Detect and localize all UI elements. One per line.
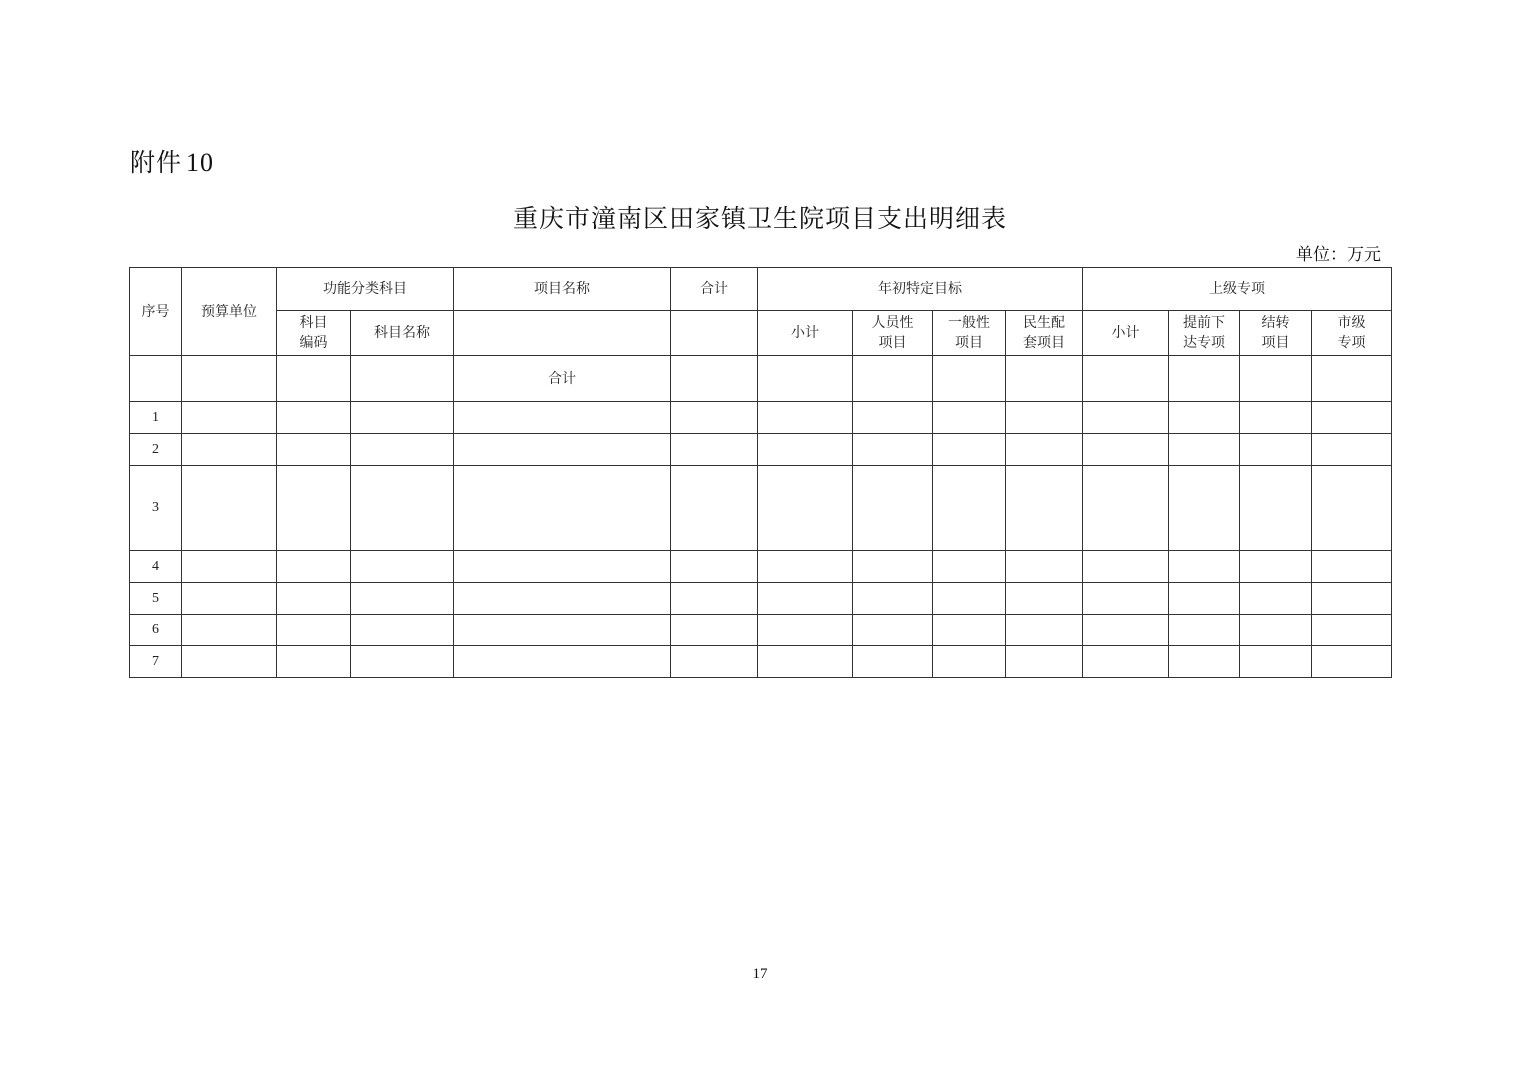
cell — [182, 402, 277, 434]
header-project-name-blank — [454, 311, 671, 356]
cell — [1240, 402, 1312, 434]
cell — [1312, 551, 1392, 583]
table-row — [130, 646, 1392, 678]
cell — [853, 551, 933, 583]
cell — [351, 466, 454, 551]
table-row — [130, 583, 1392, 615]
cell — [1240, 615, 1312, 646]
row-seq: 4 — [130, 551, 182, 583]
cell — [671, 551, 758, 583]
cell — [1083, 551, 1169, 583]
cell — [758, 615, 853, 646]
cell — [1312, 356, 1392, 402]
cell — [758, 434, 853, 466]
cell — [454, 402, 671, 434]
cell — [277, 434, 351, 466]
city-special-text: 市级专项 — [1337, 315, 1366, 351]
cell — [1169, 402, 1240, 434]
cell — [853, 402, 933, 434]
header-target-subtotal: 小计 — [758, 311, 853, 356]
cell — [933, 356, 1006, 402]
cell — [758, 583, 853, 615]
cell — [454, 615, 671, 646]
total-row — [130, 356, 1392, 402]
attachment-number: 10 — [186, 148, 215, 177]
cell — [933, 646, 1006, 678]
table-row — [130, 402, 1392, 434]
cell — [1006, 551, 1083, 583]
cell — [1312, 402, 1392, 434]
livelihood-project-text: 民生配套项目 — [1023, 315, 1065, 351]
header-carryover-project — [1240, 311, 1312, 356]
row-seq: 6 — [130, 615, 182, 646]
header-project-name: 项目名称 — [454, 268, 671, 311]
cell — [1083, 646, 1169, 678]
cell — [1169, 551, 1240, 583]
cell — [671, 356, 758, 402]
attachment-text: 附件 — [130, 148, 183, 177]
cell — [1240, 466, 1312, 551]
cell — [671, 646, 758, 678]
cell — [758, 356, 853, 402]
cell — [454, 434, 671, 466]
table-row — [130, 434, 1392, 466]
cell — [182, 434, 277, 466]
cell — [454, 466, 671, 551]
cell — [182, 615, 277, 646]
cell — [1240, 583, 1312, 615]
cell — [277, 646, 351, 678]
cell — [1312, 615, 1392, 646]
cell — [277, 551, 351, 583]
unit-label: 单位：万元 — [1296, 245, 1381, 265]
cell — [671, 434, 758, 466]
general-project-text: 一般性项目 — [948, 315, 990, 351]
cell — [1006, 615, 1083, 646]
cell — [1083, 356, 1169, 402]
attachment-label — [130, 143, 214, 179]
table-row — [130, 466, 1392, 551]
cell — [1169, 646, 1240, 678]
advance-special-text: 提前下达专项 — [1183, 315, 1225, 351]
carryover-project-text: 结转项目 — [1261, 315, 1290, 351]
row-seq: 5 — [130, 583, 182, 615]
header-staff-project — [853, 311, 933, 356]
cell — [1006, 402, 1083, 434]
table-row — [130, 615, 1392, 646]
cell — [351, 434, 454, 466]
total-row-label: 合计 — [454, 356, 671, 402]
header-total-blank — [671, 311, 758, 356]
header-seq: 序号 — [130, 268, 182, 356]
cell — [1312, 434, 1392, 466]
cell — [182, 551, 277, 583]
cell — [182, 646, 277, 678]
cell — [1169, 466, 1240, 551]
cell — [1083, 583, 1169, 615]
cell — [1169, 615, 1240, 646]
cell — [1083, 615, 1169, 646]
cell — [1006, 356, 1083, 402]
cell — [454, 583, 671, 615]
cell — [351, 615, 454, 646]
header-upper-subtotal: 小计 — [1083, 311, 1169, 356]
subject-code-text: 科目编码 — [299, 315, 328, 351]
row-seq: 7 — [130, 646, 182, 678]
cell — [1083, 466, 1169, 551]
cell — [1006, 466, 1083, 551]
header-subject-code — [277, 311, 351, 356]
row-seq: 2 — [130, 434, 182, 466]
cell — [277, 402, 351, 434]
cell — [1240, 434, 1312, 466]
header-upper-special: 上级专项 — [1083, 268, 1392, 311]
cell — [758, 551, 853, 583]
cell — [182, 583, 277, 615]
header-budget-unit: 预算单位 — [182, 268, 277, 356]
cell — [933, 615, 1006, 646]
row-seq: 3 — [130, 466, 182, 551]
cell — [671, 583, 758, 615]
cell — [933, 402, 1006, 434]
header-city-special — [1312, 311, 1392, 356]
cell — [351, 583, 454, 615]
header-row-2 — [130, 311, 1392, 356]
cell — [351, 402, 454, 434]
row-seq: 1 — [130, 402, 182, 434]
cell — [853, 356, 933, 402]
header-func-subject: 功能分类科目 — [277, 268, 454, 311]
cell — [933, 466, 1006, 551]
cell — [853, 583, 933, 615]
page-title: 重庆市潼南区田家镇卫生院项目支出明细表 — [512, 204, 1007, 233]
header-annual-target: 年初特定目标 — [758, 268, 1083, 311]
cell — [853, 615, 933, 646]
cell — [1006, 646, 1083, 678]
cell — [182, 466, 277, 551]
header-row-1 — [130, 268, 1392, 311]
cell — [1169, 583, 1240, 615]
cell — [130, 356, 182, 402]
header-advance-special — [1169, 311, 1240, 356]
cell — [1169, 434, 1240, 466]
cell — [277, 583, 351, 615]
cell — [1312, 466, 1392, 551]
expenditure-table — [129, 267, 1392, 678]
cell — [853, 466, 933, 551]
cell — [277, 466, 351, 551]
cell — [1083, 434, 1169, 466]
cell — [351, 551, 454, 583]
cell — [351, 646, 454, 678]
cell — [454, 551, 671, 583]
cell — [1006, 583, 1083, 615]
staff-project-text: 人员性项目 — [871, 315, 914, 351]
cell — [671, 615, 758, 646]
table-row — [130, 551, 1392, 583]
cell — [1240, 356, 1312, 402]
cell — [454, 646, 671, 678]
header-subject-name: 科目名称 — [351, 311, 454, 356]
header-total: 合计 — [671, 268, 758, 311]
cell — [933, 551, 1006, 583]
cell — [758, 402, 853, 434]
cell — [1240, 551, 1312, 583]
cell — [853, 646, 933, 678]
cell — [671, 466, 758, 551]
cell — [277, 356, 351, 402]
cell — [853, 434, 933, 466]
cell — [351, 356, 454, 402]
cell — [758, 466, 853, 551]
cell — [1083, 402, 1169, 434]
cell — [1169, 356, 1240, 402]
cell — [1312, 583, 1392, 615]
cell — [1240, 646, 1312, 678]
cell — [1006, 434, 1083, 466]
header-livelihood-project — [1006, 311, 1083, 356]
header-general-project — [933, 311, 1006, 356]
cell — [933, 583, 1006, 615]
cell — [933, 434, 1006, 466]
cell — [182, 356, 277, 402]
cell — [1312, 646, 1392, 678]
page-number: 17 — [752, 966, 768, 982]
cell — [277, 615, 351, 646]
cell — [758, 646, 853, 678]
cell — [671, 402, 758, 434]
